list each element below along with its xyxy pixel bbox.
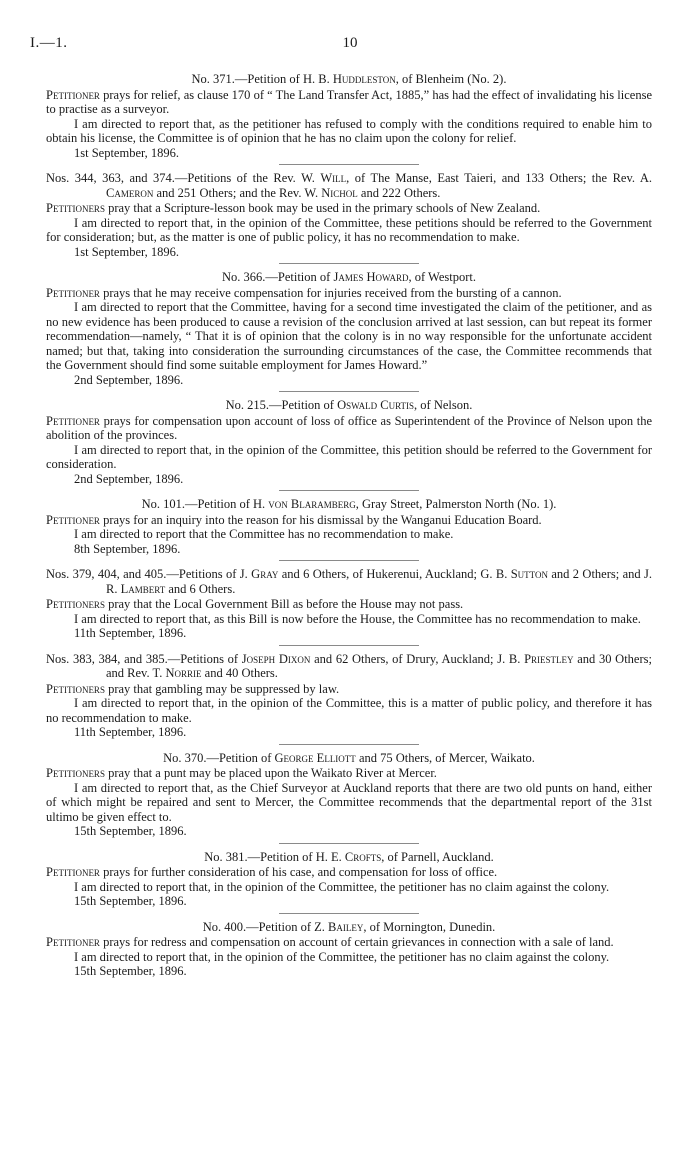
report-date: 8th September, 1896. (74, 541, 181, 556)
petition-101 (46, 497, 652, 556)
committee-report: I am directed to report that the Committee has no recommendation to make. (74, 527, 454, 541)
petition-prayer: Petitioner prays for redress and compensation on account of certain grievances in connection with a sale of land. (46, 935, 614, 949)
section-divider (279, 560, 419, 561)
petition-title: No. 370.—Petition of George Elliott and 75 Others, of Mercer, Waikato. (163, 750, 535, 765)
report-date: 15th September, 1896. (74, 894, 187, 908)
committee-report: I am directed to report that, in the opinion of the Committee, the petitioner has no claim against the colony. (74, 879, 610, 894)
petition-344-363-374 (46, 171, 652, 259)
committee-report: I am directed to report that, as the Chief Surveyor at Auckland reports that there are two old punts on hand, either of which might be repaired and sent to Mercer, the Committee recommends that the departmental report of the 31st ultimo be given effect to. (46, 780, 652, 824)
committee-report: I am directed to report that, in the opinion of the Committee, this petition should be referred to the Government for consideration. (46, 442, 652, 471)
petition-title: Nos. 379, 404, and 405.—Petitions of J. Gray and 6 Others, of Hukerenui, Auckland; G. B. Sutton and 2 Others; and J. R. Lambert and 6 Others. (46, 567, 652, 596)
section-divider (279, 744, 419, 745)
committee-report: I am directed to report that, as this Bill is now before the House, the Committee has no recommendation to make. (74, 611, 641, 626)
report-date: 11th September, 1896. (74, 725, 187, 739)
document-reference: I.—1. (30, 35, 68, 51)
committee-report: I am directed to report that, in the opinion of the Committee, these petitions should be referred to the Government for consideration; but, as the matter is one of public policy, it has no recommendation to make. (46, 215, 652, 244)
petition-366 (46, 270, 652, 387)
petition-title: No. 215.—Petition of Oswald Curtis, of Nelson. (225, 398, 473, 412)
petition-prayer: Petitioner prays that he may receive compensation for injuries received from the bursting of a cannon. (46, 285, 562, 300)
report-date: 1st September, 1896. (74, 244, 180, 259)
committee-report: I am directed to report that, in the opinion of the Committee, this is a matter of public policy, and therefore it has no recommendation to make. (46, 696, 652, 725)
petitions-list (46, 72, 652, 979)
committee-report: I am directed to report that the Committee, having for a second time investigated the claim of the petitioner, and as no new evidence has been produced to cause a revision of the conclusion arrived at last session, can but repeat its former recommendation—namely, “ That it is of opinion that the colony is in no way responsible for the unfortunate accident named; but that, taking into consideration the surrounding circumstances of the case, the Committee recommends that the Government should find some suitable employment for James Howard.” (46, 300, 652, 372)
page-header (30, 36, 670, 56)
committee-report: I am directed to report that, as the petitioner has refused to comply with the conditions required to enable him to obtain his license, the Committee is of opinion that he has no claim upon the colony for relief. (46, 116, 652, 145)
petition-383-384-385 (46, 652, 652, 740)
petition-prayer: Petitioners pray that gambling may be suppressed by law. (46, 681, 340, 696)
petition-title: Nos. 383, 384, and 385.—Petitions of Joseph Dixon and 62 Others, of Drury, Auckland; J. B. Priestley and 30 Others; and Rev. T. Norrie and 40 Others. (46, 651, 652, 680)
report-date: 15th September, 1896. (74, 964, 187, 978)
petition-title: No. 381.—Petition of H. E. Crofts, of Parnell, Auckland. (204, 849, 494, 864)
petition-371 (46, 72, 652, 160)
report-date: 2nd September, 1896. (74, 471, 184, 486)
petition-title: No. 101.—Petition of H. von Blaramberg, Gray Street, Palmerston North (No. 1). (141, 497, 557, 511)
petition-400 (46, 920, 652, 979)
petition-prayer: Petitioners pray that a Scripture-lesson book may be used in the primary schools of New Zealand. (46, 201, 541, 215)
section-divider (279, 490, 419, 491)
petition-title: No. 371.—Petition of H. B. Huddleston, of Blenheim (No. 2). (191, 72, 507, 86)
report-date: 1st September, 1896. (74, 145, 180, 160)
petition-title: No. 366.—Petition of James Howard, of Westport. (221, 270, 476, 284)
report-date: 11th September, 1896. (74, 626, 187, 640)
petition-prayer: Petitioners pray that the Local Government Bill as before the House may not pass. (46, 597, 464, 611)
petition-title: No. 400.—Petition of Z. Bailey, of Mornington, Dunedin. (202, 919, 496, 934)
section-divider (279, 164, 419, 165)
petition-381 (46, 850, 652, 909)
petition-prayer: Petitioner prays for further consideration of his case, and compensation for loss of office. (46, 865, 498, 879)
committee-report: I am directed to report that, in the opinion of the Committee, the petitioner has no claim against the colony. (74, 949, 610, 964)
section-divider (279, 263, 419, 264)
petition-379-404-405 (46, 567, 652, 641)
petition-title: Nos. 344, 363, and 374.—Petitions of the Rev. W. Will, of The Manse, East Taieri, and 133 Others; the Rev. A. Cameron and 251 Others; and the Rev. W. Nichol and 222 Others. (46, 171, 652, 200)
petition-370 (46, 751, 652, 839)
page-number: 10 (342, 35, 358, 51)
section-divider (279, 913, 419, 914)
petition-215 (46, 398, 652, 486)
section-divider (279, 391, 419, 392)
section-divider (279, 645, 419, 646)
petition-prayer: Petitioner prays for relief, as clause 170 of “ The Land Transfer Act, 1885,” has had the effect of invalidating his license to practise as a surveyor. (46, 87, 652, 116)
report-date: 15th September, 1896. (74, 824, 187, 838)
petition-prayer: Petitioner prays for compensation upon account of loss of office as Superintendent of the Province of Nelson upon the abolition of the provinces. (46, 413, 652, 442)
report-date: 2nd September, 1896. (74, 372, 184, 387)
petition-prayer: Petitioner prays for an inquiry into the reason for his dismissal by the Wanganui Education Board. (46, 512, 542, 527)
petition-prayer: Petitioners pray that a punt may be placed upon the Waikato River at Mercer. (46, 766, 437, 780)
section-divider (279, 843, 419, 844)
